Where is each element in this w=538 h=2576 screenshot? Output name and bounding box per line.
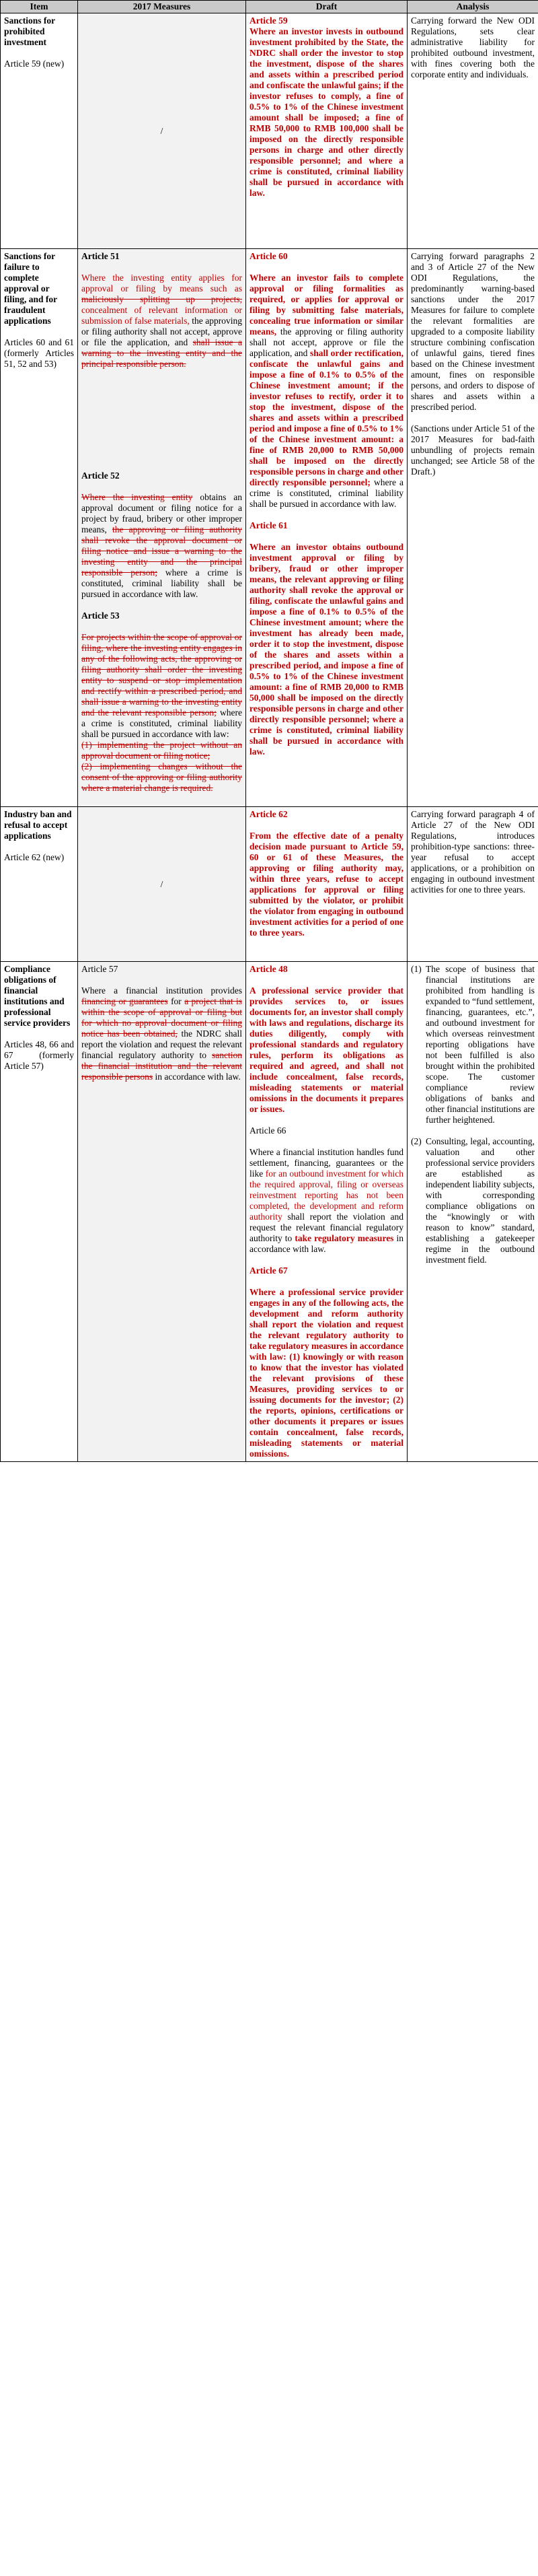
measures-article-heading: Article 53 bbox=[81, 611, 120, 621]
measures-article-heading: Article 51 bbox=[81, 251, 120, 261]
unchanged-text: where a crime is constituted, criminal liability shall be pursued in accordance with law: bbox=[81, 707, 242, 739]
item-title: Sanctions for prohibited investment bbox=[4, 15, 55, 47]
measures-article-body bbox=[81, 273, 242, 370]
item-title: Industry ban and refusal to accept applications bbox=[4, 809, 72, 841]
item-ref: Articles 48, 66 and 67 (formerly Article 57) bbox=[4, 1039, 74, 1071]
deleted-text: maliciously splitting up projects, bbox=[81, 294, 242, 304]
item-ref: Article 62 (new) bbox=[4, 852, 65, 862]
measures-article-body bbox=[81, 492, 242, 600]
table-row bbox=[1, 249, 538, 807]
draft-article-body: Where a professional service provider engages in any of the following acts, the development and reform authority shall report the violation and request the relevant regulatory authority to take regulatory measures in accordance with law: (1) knowingly or with reason to know that the investor has violated the relevant provisions of these Measures, providing services to or issuing documents for the investor; (2) the reports, opinions, certifications or other documents it prepares or issues contain concealment, false records, misleading statements or material omissions. bbox=[249, 1287, 404, 1459]
draft-article-heading: Article 48 bbox=[249, 964, 288, 974]
draft-article-body: Where an investor invests in outbound investment prohibited by the State, the NDRC shall order the investor to stop the investment, dispose of the shares and assets within a prescribed period and confiscate the unlawful gains; if the investor refuses to comply, a fine of 0.5% to 1% of the Chinese investment amount shall be imposed; a fine of RMB 50,000 to RMB 100,000 shall be imposed on the directly responsible persons in charge and other directly responsible personnel; and where a crime is constituted, criminal liability shall be pursued in accordance with law. bbox=[249, 26, 404, 198]
amended-text: Where the investing entity applies for approval or filing by means such as bbox=[81, 273, 242, 293]
unchanged-text: obtains an approval document or filing notice for a project by fraud, bribery or other improper means, bbox=[81, 492, 242, 534]
table-row bbox=[1, 962, 538, 1462]
analysis-point: (2) Consulting, legal, accounting, valuation and other professional service providers are established as independent liability subjects, with corresponding compliance obligations on the “knowingly or with reason to know” standard, establishing a gatekeeper regime in the outbound investment field. bbox=[411, 1136, 535, 1265]
draft-article-body bbox=[249, 1147, 404, 1255]
draft-article-heading: Article 62 bbox=[249, 809, 288, 819]
unchanged-text: in accordance with law. bbox=[155, 1072, 241, 1082]
draft-article-body bbox=[249, 273, 404, 510]
table-row bbox=[1, 807, 538, 962]
new-text: shall order rectification, confiscate the unlawful gains and impose a fine of 0.1% to 0.5% of the Chinese investment amount; if the investor refuses to rectify, order it to stop the investment, dispose of the shares and assets within a prescribed period and impose a fine of 0.5% to 1% of the Chinese investment amount: a fine of RMB 20,000 to RMB 50,000 shall be imposed on the directly responsible persons in charge and other directly responsible personnel; bbox=[249, 348, 404, 487]
draft-cell bbox=[246, 807, 408, 962]
unchanged-text: Where a financial institution provides bbox=[81, 985, 242, 996]
deleted-text: a project that is within the scope of approval or filing but for which no approval document or filing notice has been obtained, bbox=[81, 996, 243, 1039]
item-cell bbox=[1, 249, 78, 807]
measures-article-body bbox=[81, 632, 242, 740]
draft-article-heading: Article 59 bbox=[249, 15, 288, 26]
analysis-text: Carrying forward the New ODI Regulations, sets clear administrative liability for prohibited outbound investment, with fines covering both the corporate entity and individuals. bbox=[411, 15, 535, 79]
analysis-cell bbox=[408, 962, 538, 1462]
unchanged-text: the approving or filing authority shall not accept, approve or file the application, and bbox=[81, 316, 242, 347]
unchanged-text: for bbox=[171, 996, 182, 1006]
measures-article-heading: Article 57 bbox=[81, 964, 118, 974]
item-cell bbox=[1, 962, 78, 1462]
draft-article-heading: Article 61 bbox=[249, 520, 288, 530]
analysis-note: (Sanctions under Article 51 of the 2017 Measures for bad-faith unbundling of projects remain unchanged; see Article 58 of the Draft.) bbox=[411, 423, 535, 477]
measures-empty: / bbox=[160, 878, 163, 889]
draft-cell bbox=[246, 962, 408, 1462]
analysis-text: Consulting, legal, accounting, valuation and other professional service providers are established as independent liability subjects, with corresponding compliance obligations on the “knowingly or with reason to know” standard, establishing a gatekeeper regime in the outbound investment field. bbox=[426, 1136, 535, 1265]
item-title: Compliance obligations of financial institutions and professional service providers bbox=[4, 964, 71, 1028]
item-ref: Articles 60 and 61 (formerly Articles 51, 52 and 53) bbox=[4, 337, 74, 369]
unchanged-text: where a crime is constituted, criminal liability shall be pursued in accordance with law. bbox=[81, 567, 242, 599]
deleted-text: shall issue a warning to the investing entity and the principal responsible person. bbox=[81, 337, 242, 369]
header-item: Item bbox=[1, 1, 78, 13]
unchanged-text: shall report the violation and request the relevant financial regulatory authority to bbox=[249, 1212, 404, 1243]
analysis-text: Carrying forward paragraph 4 of Article 27 of the New ODI Regulations, introduces prohibition-type sanctions: three-year refusal to accept applications, or a prohibition on engaging in outbound investment activities for one to three years. bbox=[411, 809, 535, 895]
draft-article-heading: Article 66 bbox=[249, 1125, 286, 1136]
deleted-text: financing or guarantees bbox=[81, 996, 168, 1006]
analysis-point: (1) The scope of business that financial institutions are prohibited from handling is expanded to “fund settlement, financing, guarantees, etc.”, and outbound investment for which overseas reinvestment reporting obligations have not been fulfilled is also brought within the prohibited scope. The customer compliance review obligations of banks and other financial institutions are further heightened. bbox=[411, 964, 535, 1125]
analysis-cell bbox=[408, 807, 538, 962]
draft-cell bbox=[246, 13, 408, 249]
analysis-cell bbox=[408, 249, 538, 807]
new-text: Where an investor fails to complete approval or filing formalities as required, or applies for approval or filing by submitting false materials, concealing true information or similar means, bbox=[249, 273, 404, 337]
header-row bbox=[1, 1, 538, 13]
amended-text: the development and reform authority bbox=[249, 1201, 404, 1222]
header-draft: Draft bbox=[246, 1, 408, 13]
draft-article-heading: Article 60 bbox=[249, 251, 288, 261]
unchanged-text: the NDRC shall report the violation and request the relevant financial regulatory authority to bbox=[81, 1029, 243, 1060]
new-text: take regulatory measures bbox=[295, 1233, 394, 1243]
measures-cell bbox=[78, 962, 246, 1462]
item-title: Sanctions for failure to complete approval or filing, and for fraudulent applications bbox=[4, 251, 57, 326]
analysis-text: The scope of business that financial institutions are prohibited from handling is expanded to “fund settlement, financing, guarantees, etc.”, and outbound investment for which overseas reinvestment reporting obligations have not been fulfilled is also brought within the prohibited scope. The customer compliance review obligations of banks and other financial institutions are further heightened. bbox=[426, 964, 535, 1125]
unchanged-text: the approving or filing authority shall not accept, approve or file the application, and bbox=[249, 326, 404, 358]
analysis-text: Carrying forward paragraphs 2 and 3 of Article 27 of the New ODI Regulations, the predominantly warning-based sanctions under the 2017 Measures for failure to complete the relevant formalities are upgraded to a composite liability structure combining confiscation of unlawful gains, tiered fines based on the Chinese investment amount, fines on responsible persons, and orders to dispose of shares and assets within a prescribed period. bbox=[411, 251, 535, 412]
item-cell bbox=[1, 807, 78, 962]
item-cell bbox=[1, 13, 78, 249]
amended-text: for an outbound investment for which the required approval, filing or overseas reinvestment reporting has not been completed, bbox=[249, 1169, 404, 1211]
deleted-text: Where the investing entity bbox=[81, 492, 193, 502]
draft-cell bbox=[246, 249, 408, 807]
header-2017-measures: 2017 Measures bbox=[78, 1, 246, 13]
unchanged-text: in accordance with law. bbox=[249, 1233, 404, 1254]
header-analysis: Analysis bbox=[408, 1, 538, 13]
draft-article-body: Where an investor obtains outbound investment approval or filing by bribery, fraud or other improper means, the relevant approving or filing authority shall revoke the approval or filing, confiscate the unlawful gains and impose a fine of 0.1% to 0.5% of the Chinese investment amount; where the investment has already been made, order it to stop the investment, dispose of the shares and assets within a prescribed period, and impose a fine of 0.5% to 1% of the Chinese investment amount: a fine of RMB 20,000 to RMB 50,000 shall be imposed on the directly responsible persons in charge and other directly responsible personnel; where a crime is constituted, criminal liability shall be pursued in accordance with law. bbox=[249, 542, 404, 757]
table-row bbox=[1, 13, 538, 249]
deleted-list-item: (2) implementing changes without the consent of the approving or filing authority where a material change is required. bbox=[81, 761, 242, 793]
draft-article-heading: Article 67 bbox=[249, 1265, 288, 1276]
deleted-list-item: (1) implementing the project without an approval document or filing notice; bbox=[81, 740, 242, 761]
measures-article-body bbox=[81, 985, 242, 1082]
measures-empty: / bbox=[160, 125, 163, 136]
measures-cell bbox=[78, 249, 246, 807]
analysis-cell bbox=[408, 13, 538, 249]
unchanged-text: where a crime is constituted, criminal liability shall be pursued in accordance with law. bbox=[249, 477, 404, 509]
amended-text: concealment of relevant information or submission of false materials, bbox=[81, 305, 242, 326]
measures-article-heading: Article 52 bbox=[81, 471, 120, 481]
unchanged-text: Where a financial institution handles fund settlement, financing, guarantees or the like bbox=[249, 1147, 404, 1179]
draft-article-body: A professional service provider that provides services to, or issues documents for, an investor shall comply with laws and regulations, discharge its duties diligently, comply with professional standards and regulatory rules, perform its obligations as required and agreed, and shall not include concealment, false records, misleading statements or material omissions in the documents it prepares or issues. bbox=[249, 985, 404, 1114]
measures-cell bbox=[78, 13, 246, 249]
deleted-text: sanction the financial institution and the relevant responsible persons bbox=[81, 1050, 242, 1082]
measures-cell bbox=[78, 807, 246, 962]
draft-article-body: From the effective date of a penalty decision made pursuant to Article 59, 60 or 61 of these Measures, the approving or filing authority may, within three years, refuse to accept applications for approval or filing submitted by the violator, or prohibit the violator from engaging in outbound investment activities for a period of one to three years. bbox=[249, 831, 404, 938]
deleted-text: For projects within the scope of approval or filing, where the investing entity engages in any of the following acts, the approving or filing authority shall order the investing entity to suspend or stop implementation and rectify within a prescribed period, and shall issue a warning to the investing entity and the relevant responsible person; bbox=[81, 632, 242, 718]
deleted-text: the approving or filing authority shall revoke the approval document or filing notice and issue a warning to the investing entity and the principal responsible person; bbox=[81, 524, 243, 578]
item-ref: Article 59 (new) bbox=[4, 59, 65, 69]
